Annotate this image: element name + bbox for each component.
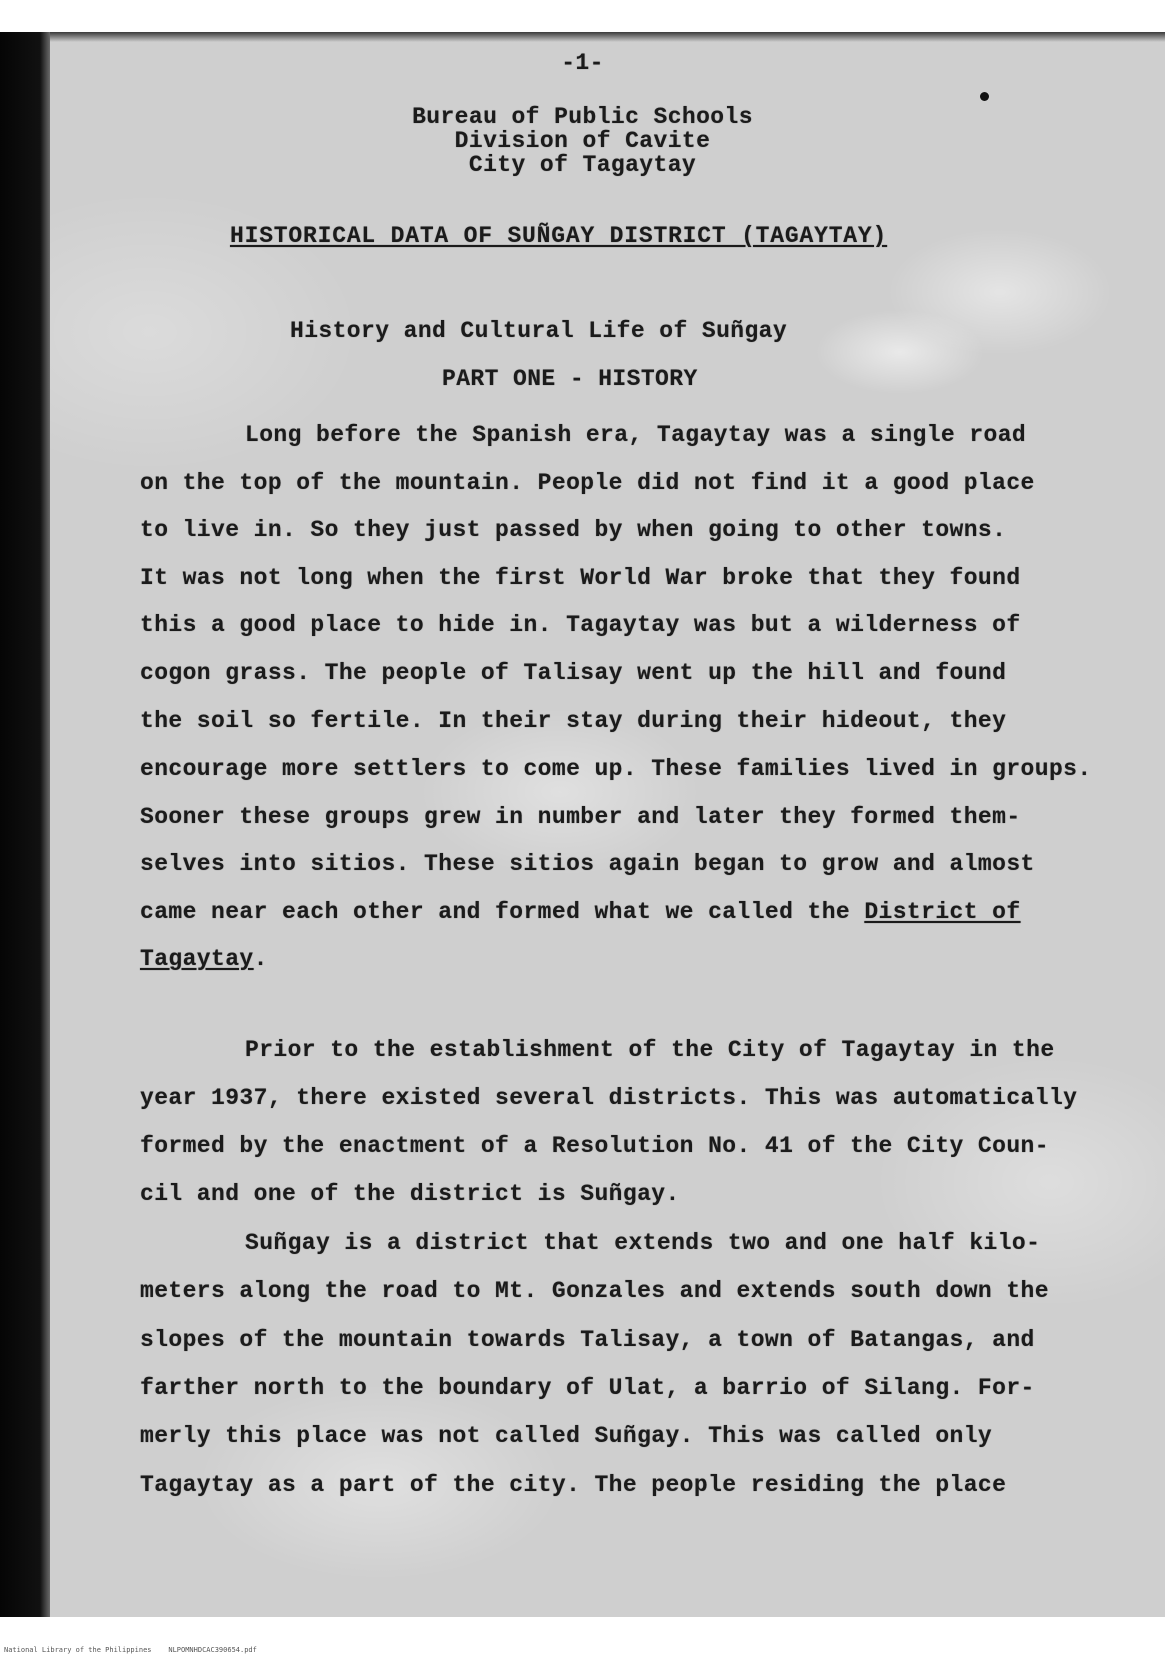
tagaytay-text: Tagaytay [140,946,254,972]
body2-line-9: merly this place was not called Suñgay. This was called only [140,1423,993,1449]
body2-line-4: cil and one of the district is Suñgay. [140,1181,680,1207]
body-line-2: on the top of the mountain. People did not find it a good place [140,470,1035,496]
body2-line-6: meters along the road to Mt. Gonzales and extends south down the [140,1278,1049,1304]
body-line-11 [140,899,1021,925]
body-line-11-text: came near each other and formed what we called the [140,899,865,925]
header-line-city: City of Tagaytay [468,152,697,178]
subtitle: History and Cultural Life of Suñgay [290,318,788,344]
district-of-text: District of [864,899,1021,925]
body2-line-1: Prior to the establishment of the City of Tagaytay in the [245,1037,1055,1063]
body-line-10: selves into sitios. These sitios again began to grow and almost [140,851,1035,877]
header-line-division: Division of Cavite [454,128,711,154]
body-line-3: to live in. So they just passed by when going to other towns. [140,517,1007,543]
document-title: HISTORICAL DATA OF SUÑGAY DISTRICT (TAGAYTAY) [230,223,888,249]
body-line-4: It was not long when the first World War broke that they found [140,565,1021,591]
footer-source: National Library of the Philippines NLPOMNHDCAC390654.pdf [4,1646,257,1654]
page-number: -1- [561,50,604,76]
body-line-8: encourage more settlers to come up. These families lived in groups. [140,756,1092,782]
ink-dot [980,92,989,101]
body2-line-10: Tagaytay as a part of the city. The people residing the place [140,1472,1007,1498]
body-line-1: Long before the Spanish era, Tagaytay was a single road [245,422,1027,448]
header-line-bureau: Bureau of Public Schools [412,104,753,130]
scan-left-edge [0,32,50,1617]
scan-top-edge [50,32,1165,42]
body-line-7: the soil so fertile. In their stay during their hideout, they [140,708,1007,734]
body-line-5: this a good place to hide in. Tagaytay was but a wilderness of [140,612,1021,638]
part-heading: PART ONE - HISTORY [442,366,698,392]
body-line-6: cogon grass. The people of Talisay went up the hill and found [140,660,1007,686]
body-line-12 [140,946,268,972]
body2-line-2: year 1937, there existed several districts. This was automatically [140,1085,1078,1111]
body-line-9: Sooner these groups grew in number and later they formed them- [140,804,1021,830]
body2-line-8: farther north to the boundary of Ulat, a barrio of Silang. For- [140,1375,1035,1401]
body2-line-5: Suñgay is a district that extends two and one half kilo- [245,1230,1041,1256]
body2-line-3: formed by the enactment of a Resolution No. 41 of the City Coun- [140,1133,1049,1159]
body2-line-7: slopes of the mountain towards Talisay, a town of Batangas, and [140,1327,1035,1353]
tagaytay-period: . [253,946,268,972]
